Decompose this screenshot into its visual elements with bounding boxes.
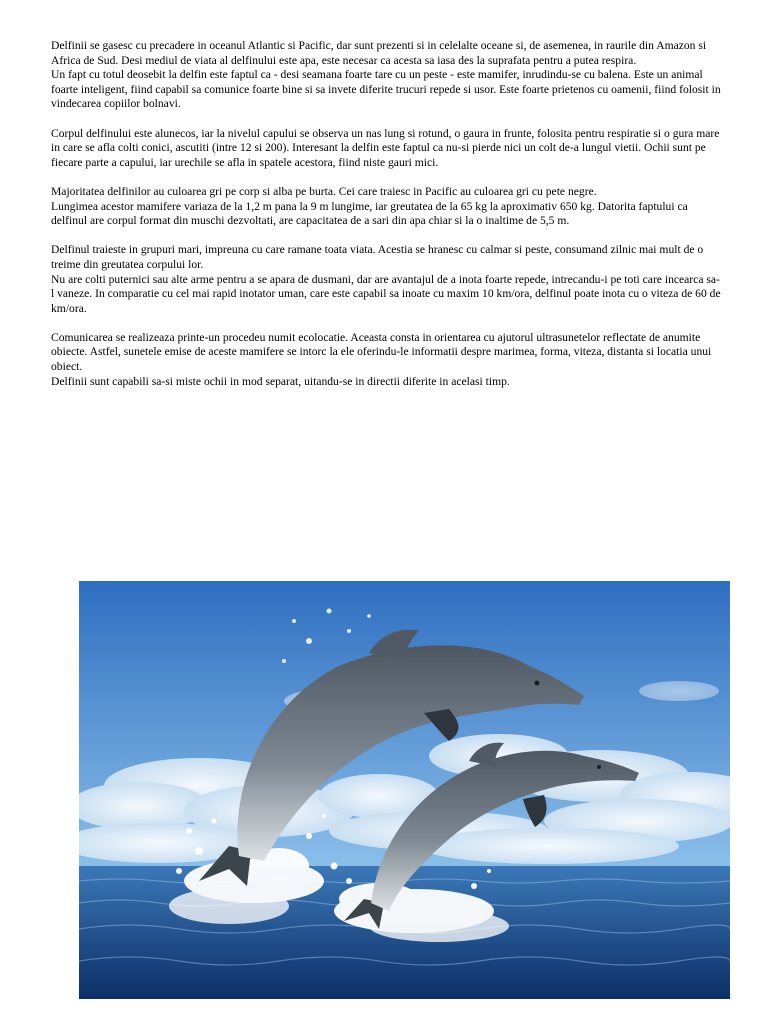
paragraph-echolocation bbox=[51, 331, 723, 389]
dolphins-photo bbox=[79, 581, 730, 999]
text-line: Corpul delfinului este alunecos, iar la nivelul capului se observa un nas lung si rotund, o gaura in frunte, folosita pentru respiratie si o gura mare in care se afla colti conici, ascutiti (intre 12 si 200). Interesant la delfin este faptul ca nu-si pierde nici un colt de-a lungul vietii. Ochii sunt pe fiecare parte a capului, iar urechile se afla in spatele acestora, fiind niste gauri mici. bbox=[51, 126, 720, 169]
text-line: Delfinii se gasesc cu precadere in oceanul Atlantic si Pacific, dar sunt prezenti si in celelalte oceane si, de asemenea, in raurile din Amazon si Africa de Sud. Desi mediul de viata al delfinului este apa, este necesar ca acesta sa iasa des la suprafata pentru a putea respira. bbox=[51, 39, 707, 67]
text-line: Delfinul traieste in grupuri mari, impreuna cu care ramane toata viata. Acestia se hranesc cu calmar si peste, consumand zilnic mai mult de o treime din greutatea corpului lor. bbox=[51, 243, 704, 271]
paragraph-appearance bbox=[51, 185, 723, 229]
text-line: Majoritatea delfinilor au culoarea gri pe corp si alba pe burta. Cei care traiesc in Pacific au culoarea gri cu pete negre. bbox=[51, 184, 597, 198]
paragraph-body bbox=[51, 127, 723, 171]
paragraph-habitat bbox=[51, 39, 723, 112]
paragraph-behavior bbox=[51, 243, 723, 316]
body-text bbox=[51, 39, 723, 404]
text-line: Nu are colti puternici sau alte arme pentru a se apara de dusmani, dar are avantajul de a inota foarte repede, intrecandu-i pe toti care incearca sa-l vaneze. In comparatie cu cel mai rapid inotator uman, care este capabil sa inoate cu maxim 10 km/ora, delfinul poate inota cu o viteza de 60 de km/ora. bbox=[51, 272, 721, 315]
text-line: Delfinii sunt capabili sa-si miste ochii in mod separat, uitandu-se in directii diferite in acelasi timp. bbox=[51, 374, 510, 388]
text-line: Comunicarea se realizeaza printe-un procedeu numit ecolocatie. Aceasta consta in orientarea cu ajutorul ultrasunetelor reflectate de anumite obiecte. Astfel, sunetele emise de aceste mamifere se intorc la ele oferindu-le informatii despre marimea, forma, viteza, distanta si locatia unui obiect. bbox=[51, 330, 712, 374]
dolphins-illustration bbox=[79, 581, 730, 999]
text-line: Lungimea acestor mamifere variaza de la 1,2 m pana la 9 m lungime, iar greutatea de la 65 kg la aproximativ 650 kg. Datorita faptului ca delfinul are corpul format din muschi dezvoltati, are capacitatea de a sari din apa chiar si la o inaltime de 5,5 m. bbox=[51, 199, 688, 228]
text-line: Un fapt cu totul deosebit la delfin este faptul ca - desi seamana foarte tare cu un peste - este mamifer, inrudindu-se cu balena. Este un animal foarte inteligent, fiind capabil sa comunice foarte bine si sa invete diferite trucuri repede si usor. Este foarte prietenos cu oamenii, fiind folosit in vindecarea copiilor bolnavi. bbox=[51, 68, 721, 111]
